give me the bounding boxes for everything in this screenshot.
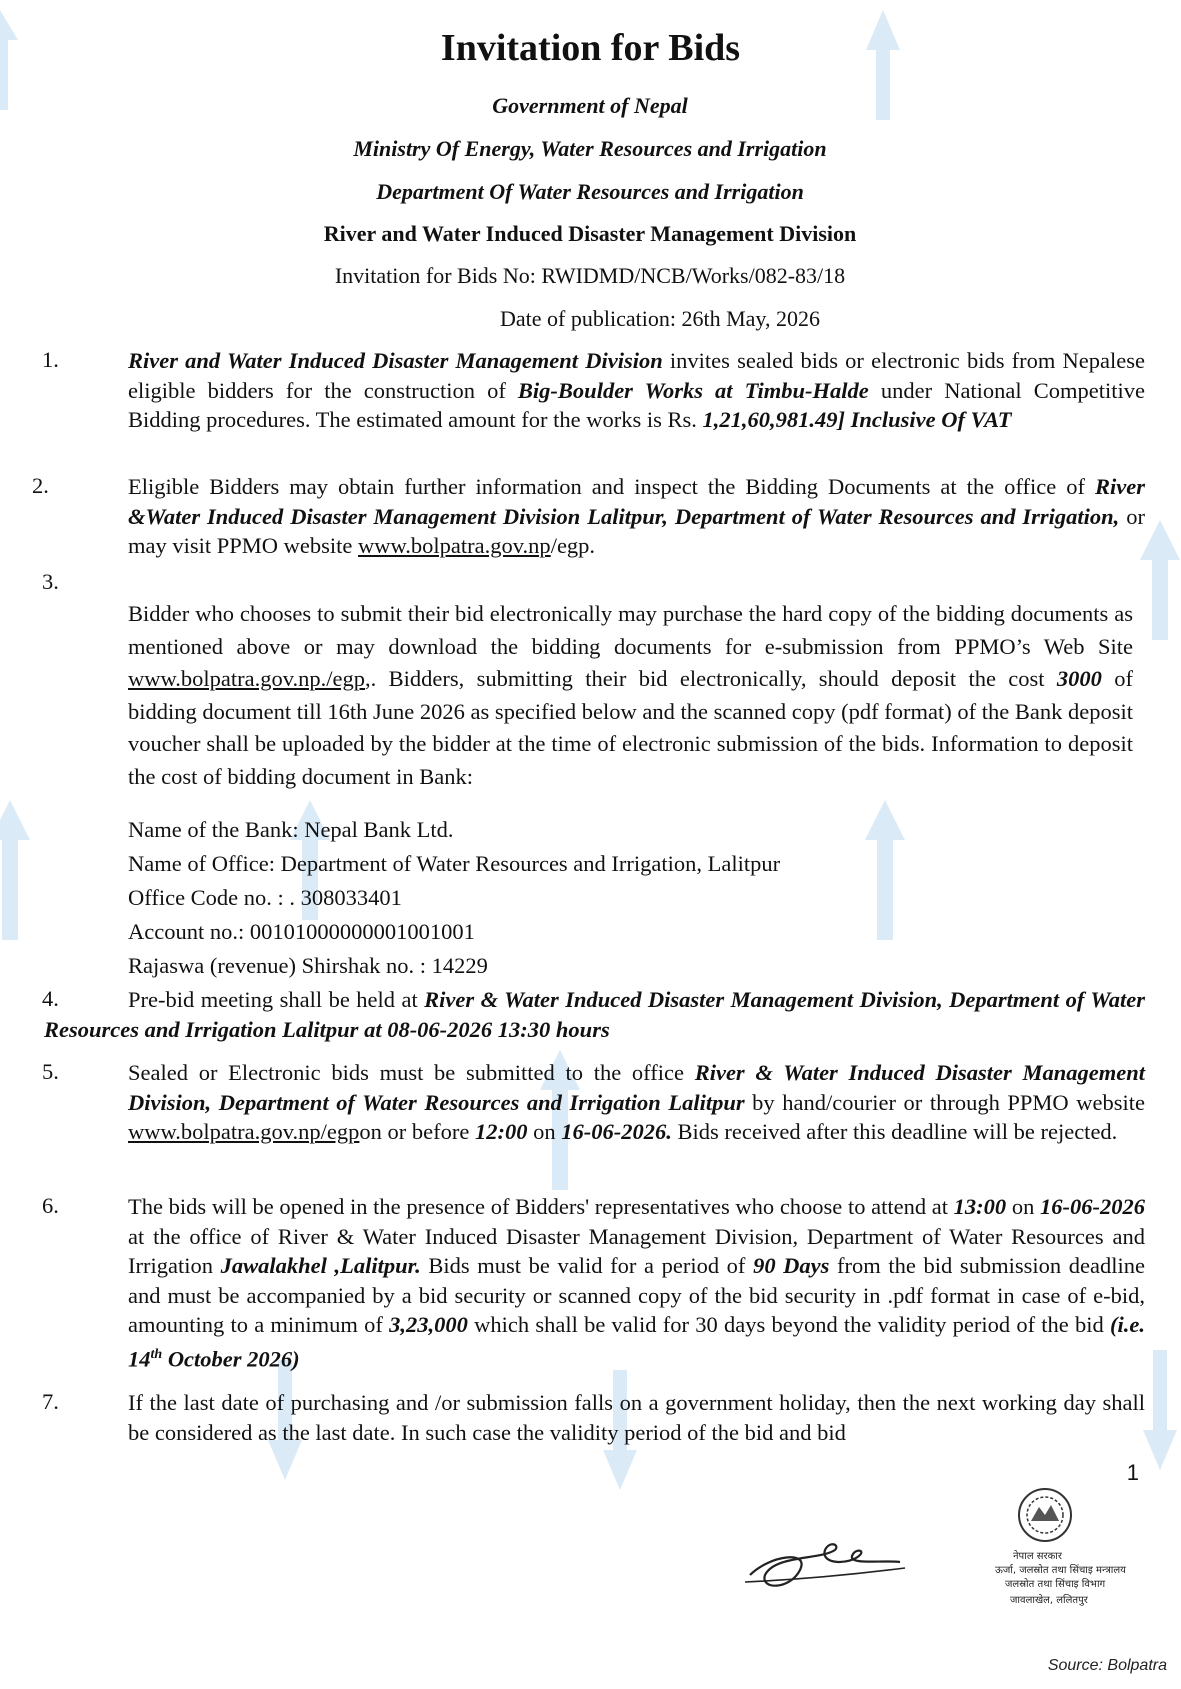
seal-text-line: नेपाल सरकार	[1013, 1551, 1062, 1562]
office-name: Name of Office: Department of Water Resources and Irrigation, Lalitpur	[128, 851, 781, 876]
paragraph-text-segment: on	[1006, 1194, 1040, 1219]
item-number: 2.	[32, 473, 49, 498]
paragraph-text-segment: of bidding document till 16th June 2026 as specified below and the scanned copy (pdf format) of the Bank deposit voucher shall be uploaded by the bidder at the time of electronic submission of the bids. Information to deposit the cost of bidding document in Bank:	[128, 666, 1133, 789]
paragraph-text-segment: 1,21,60,981.49] Inclusive Of VAT	[702, 407, 1012, 432]
paragraph-text-segment: 16-06-2026.	[561, 1119, 672, 1144]
paragraph-text-segment: /egp.	[550, 533, 596, 558]
paragraph-text-segment: 3000	[1056, 666, 1102, 691]
paragraph-text-segment: 12:00	[474, 1119, 528, 1144]
item-number: 4.	[42, 986, 59, 1011]
item-paragraph	[128, 598, 1133, 793]
item-number: 6.	[42, 1193, 59, 1218]
paragraph-text-segment[interactable]: www.bolpatra.gov.np/egp	[128, 1119, 360, 1144]
paragraph-text-segment: If the last date of purchasing and /or submission falls on a government holiday, then the next working day shall be considered as the last date. In such case the validity period of the bid and bid	[128, 1390, 1145, 1445]
paragraph-text-segment: on	[527, 1119, 562, 1144]
paragraph-text-segment: The bids will be opened in the presence of Bidders' representatives who choose to attend at	[128, 1194, 954, 1219]
item-paragraph	[128, 472, 1145, 561]
paragraph-text-segment: invites sealed bids or electronic bids from Nepalese eligible bidders for the construction of	[128, 348, 1145, 403]
paragraph-text-segment: or may visit PPMO website	[128, 503, 1145, 558]
page-title: Invitation for Bids	[440, 27, 741, 69]
seal-text-line: जलस्रोत तथा सिंचाइ विभाग	[1005, 1579, 1106, 1590]
signature-icon	[740, 1520, 910, 1600]
bank-info	[128, 813, 780, 983]
paragraph-text-segment: Eligible Bidders may obtain further information and inspect the Bidding Documents at the office of	[128, 474, 1095, 499]
item-number: 7.	[42, 1389, 59, 1414]
bank-name: Name of the Bank: Nepal Bank Ltd.	[128, 817, 454, 842]
item-paragraph	[128, 1192, 1145, 1374]
office-code: Office Code no. : . 308033401	[128, 885, 402, 910]
header-government: Government of Nepal	[492, 93, 688, 118]
paragraph-text-segment: River & Water Induced Disaster Management Division, Department of Water Resources and Irrigation Lalitpur	[128, 1060, 1146, 1115]
paragraph-text-segment: on or before	[359, 1119, 475, 1144]
paragraph-text-segment: 16-06-2026	[1040, 1194, 1145, 1219]
paragraph-text-segment: Bids received after this deadline will be rejected.	[671, 1119, 1118, 1144]
seal-text-line: ऊर्जा, जलस्रोत तथा सिंचाइ मन्त्रालय	[995, 1565, 1126, 1576]
item-number: 5.	[42, 1059, 59, 1084]
paragraph-text-segment: Sealed or Electronic bids must be submitted to the office	[128, 1060, 695, 1085]
paragraph-text-segment: under National Competitive Bidding procedures. The estimated amount for the works is Rs.	[128, 377, 1145, 432]
paragraph-text-segment[interactable]: www.bolpatra.gov.np	[358, 533, 551, 558]
item-paragraph	[128, 1058, 1145, 1147]
header-division: River and Water Induced Disaster Management Division	[323, 221, 857, 246]
item-number: 1.	[42, 347, 59, 372]
paragraph-text-segment: Bids must be valid for a period of	[420, 1253, 754, 1278]
seal-text-line: जावलाखेल, ललितपुर	[1010, 1595, 1088, 1606]
paragraph-text-segment: 13:00	[953, 1194, 1007, 1219]
paragraph-text-segment: at the office of River & Water Induced Disaster Management Division, Department of Water Resources and Irrigation	[128, 1223, 1145, 1278]
paragraph-text-segment: River & Water Induced Disaster Management Division, Department of Water Resources and Irrigation Lalitpur at 08-06-2026 13:30 hours	[44, 987, 1146, 1042]
paragraph-text-segment: th	[150, 1346, 163, 1362]
item-paragraph	[128, 1388, 1145, 1447]
paragraph-text-segment: from the bid submission deadline and must be accompanied by a bid security or scanned copy of the bid security in .pdf format in case of e-bid, amounting to a minimum of	[128, 1253, 1146, 1337]
paragraph-text-segment: Pre-bid meeting shall be held at	[128, 987, 425, 1012]
header-ministry: Ministry Of Energy, Water Resources and Irrigation	[353, 136, 827, 161]
source-credit: Source: Bolpatra	[1047, 1657, 1167, 1674]
paragraph-text-segment: Jawalakhel ,Lalitpur.	[220, 1253, 421, 1278]
account-number: Account no.: 00101000000001001001	[128, 919, 475, 944]
publication-date: Date of publication: 26th May, 2026	[500, 306, 820, 331]
item-paragraph	[44, 985, 1145, 1044]
paragraph-text-segment: October 2026)	[162, 1346, 300, 1371]
paragraph-text-segment: (i.e. 14	[128, 1312, 1145, 1371]
paragraph-text-segment: Bidder who chooses to submit their bid electronically may purchase the hard copy of the bidding documents as mentioned above or may download the bidding documents for e-submission from PPMO’s Web Site	[128, 601, 1133, 659]
paragraph-text-segment: River &Water Induced Disaster Management Division Lalitpur, Department of Water Resources and Irrigation,	[128, 474, 1145, 529]
paragraph-text-segment: Big-Boulder Works at Timbu-Halde	[517, 377, 869, 403]
item-paragraph	[128, 346, 1145, 435]
paragraph-text-segment: 90 Days	[753, 1253, 830, 1278]
paragraph-text-segment[interactable]: www.bolpatra.gov.np./egp	[128, 666, 366, 691]
revenue-heading-number: Rajaswa (revenue) Shirshak no. : 14229	[128, 953, 488, 978]
paragraph-text-segment: ,. Bidders, submitting their bid electronically, should deposit the cost	[365, 666, 1057, 691]
paragraph-text-segment: by hand/courier or through PPMO website	[744, 1089, 1145, 1115]
page-number: 1	[1126, 1460, 1139, 1485]
paragraph-text-segment: which shall be valid for 30 days beyond the validity period of the bid	[467, 1312, 1111, 1337]
paragraph-text-segment: 3,23,000	[389, 1312, 468, 1337]
paragraph-text-segment: River and Water Induced Disaster Management Division	[128, 348, 663, 373]
ifb-number: Invitation for Bids No: RWIDMD/NCB/Works/082-83/18	[334, 263, 846, 288]
item-number: 3.	[42, 569, 59, 594]
header-department: Department Of Water Resources and Irrigation	[376, 179, 804, 204]
